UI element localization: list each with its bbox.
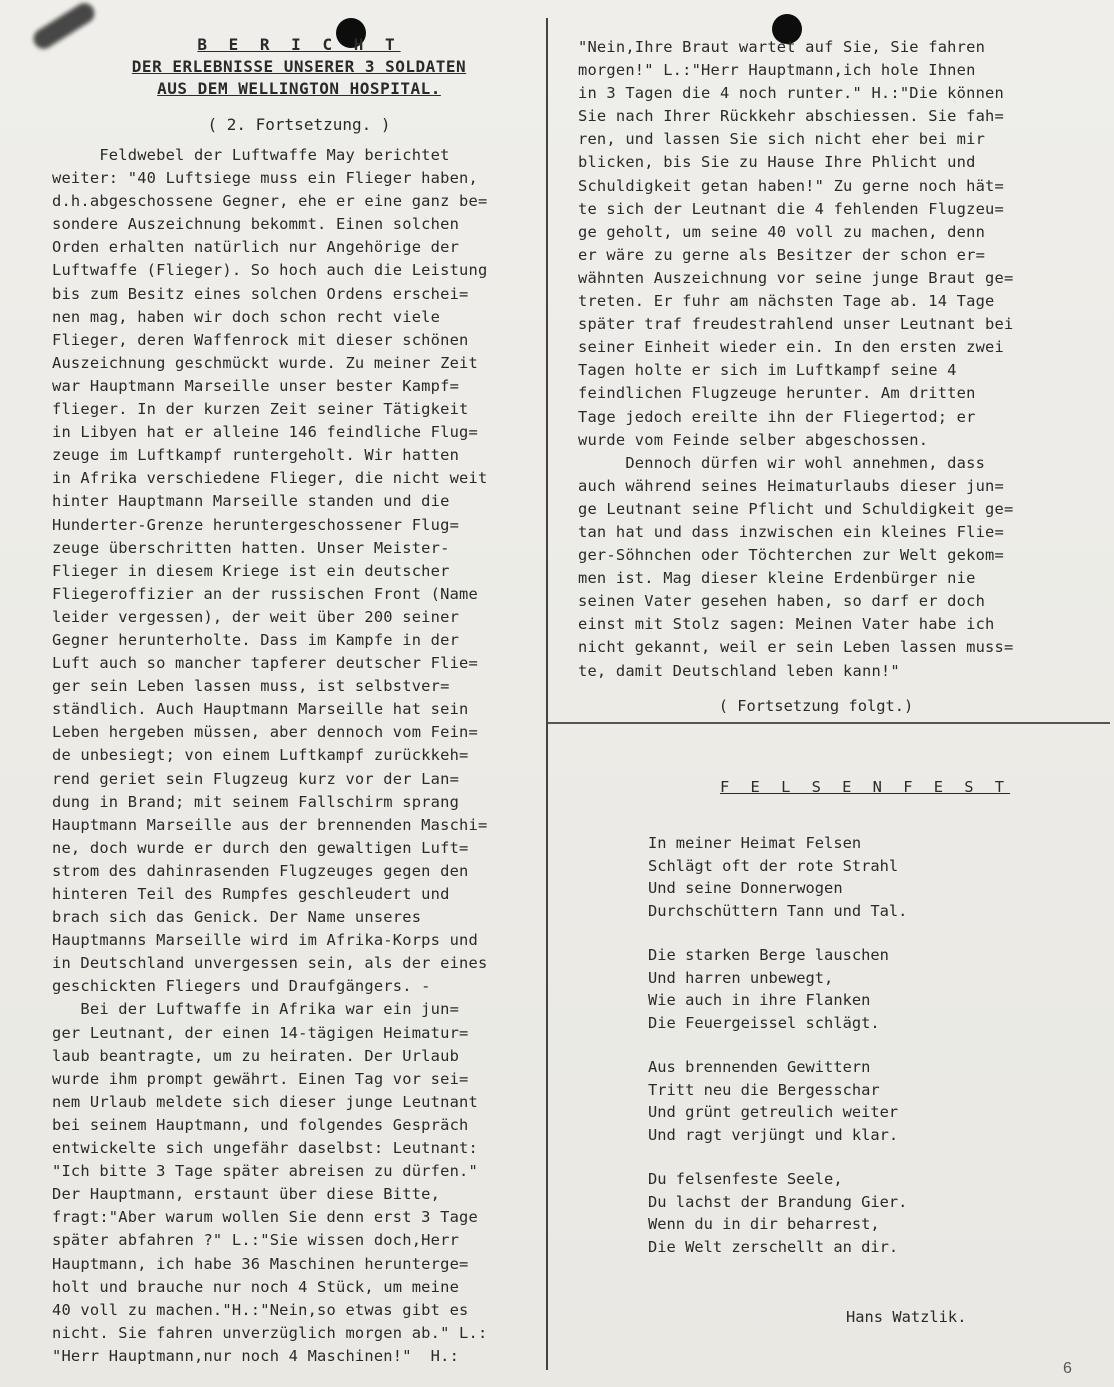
text-line: nicht gekannt, weil er sein Leben lassen muss= [578,638,1014,657]
text-line: blicken, bis Sie zu Hause Ihre Phlicht und [578,153,976,172]
continuation-note: ( Fortsetzung folgt.) [718,696,914,715]
poem-line: Und grünt getreulich weiter [648,1103,899,1121]
text-line: auch während seines Heimaturlaubs dieser jun= [578,476,1004,495]
text-line: Orden erhalten natürlich nur Angehörige der [52,238,460,257]
text-line: Fliegeroffizier an der russischen Front (Name [52,584,478,603]
article-title: B E R I C H T [197,35,401,54]
text-line: wurde ihm prompt gewährt. Einen Tag vor sei= [52,1069,469,1088]
text-line: rend geriet sein Flugzeug kurz vor der Lan= [52,769,460,788]
text-line: seinen Vater gesehen haben, so darf er doch [578,592,986,611]
text-line: in Libyen hat er alleine 146 feindliche Flug= [52,423,478,442]
text-line: ständlich. Auch Hauptmann Marseille hat sein [52,700,469,719]
text-line: te sich der Leutnant die 4 fehlenden Flugzeu= [578,199,1004,218]
text-line: brach sich das Genick. Der Name unseres [52,908,422,927]
poem-line: Schlägt oft der rote Strahl [648,856,899,875]
poem-body [648,832,907,1280]
text-line: "Ich bitte 3 Tage später abreisen zu dürfen." [52,1162,478,1181]
poem-line: Tritt neu die Bergesschar [648,1080,880,1099]
text-line: te, damit Deutschland leben kann!" [578,661,900,680]
text-line: Sie nach Ihrer Rückkehr abschiessen. Sie fah= [578,107,1004,126]
text-line: Feldwebel der Luftwaffe May berichtet [52,146,450,164]
text-line: war Hauptmann Marseille unser bester Kampf= [52,376,460,395]
text-line: bis zum Besitz eines solchen Ordens erschei= [52,284,469,303]
text-line: tan hat und dass inzwischen ein kleines Flie= [578,522,1004,541]
text-line: Hunderter-Grenze heruntergeschossener Flug= [52,515,460,534]
text-line: d.h.abgeschossene Gegner, ehe er eine ganz be= [52,192,488,211]
poem-stanza [648,944,907,1034]
text-line: Luft auch so mancher tapferer deutscher Flie= [52,654,478,673]
poem-line: Wenn du in dir beharrest, [648,1215,880,1233]
text-line: hinter Hauptmann Marseille standen und die [52,492,450,511]
text-line: ger Leutnant, der einen 14-tägigen Heimatur= [52,1023,469,1042]
text-line: flieger. In der kurzen Zeit seiner Tätigkeit [52,400,469,419]
poem-line: Durchschüttern Tann und Tal. [648,901,908,920]
article-body-right [578,36,1104,683]
text-line: 40 voll zu machen."H.:"Nein,so etwas gibt es [52,1300,469,1319]
poem-author: Hans Watzlik. [846,1308,967,1326]
text-line: laub beantragte, um zu heiraten. Der Urlaub [52,1046,460,1065]
text-line: einst mit Stolz sagen: Meinen Vater habe ich [578,615,995,634]
text-line: Hauptmann Marseille aus der brennenden Maschi= [52,815,488,834]
text-line: hinteren Teil des Rumpfes geschleudert und [52,885,450,903]
article-body-left [52,144,546,1368]
poem-line: Aus brennenden Gewittern [648,1058,871,1076]
text-line: men ist. Mag dieser kleine Erdenbürger nie [578,569,976,588]
text-line: nen mag, haben wir doch schon recht viele [52,307,441,326]
poem-line: Die Feuergeissel schlägt. [648,1013,880,1032]
text-line: Hauptmanns Marseille wird im Afrika-Korps und [52,931,478,950]
text-line: de unbesiegt; von einem Luftkampf zurückkeh= [52,746,469,765]
poem-line: Die Welt zerschellt an dir. [648,1237,899,1256]
text-line: später abfahren ?" L.:"Sie wissen doch,Herr [52,1231,460,1250]
article-title-line3: AUS DEM WELLINGTON HOSPITAL. [157,79,441,98]
text-line: leider vergessen), der weit über 200 seiner [52,607,460,626]
text-line: seiner Einheit wieder ein. In den ersten zwei [578,338,1004,357]
text-line: wurde vom Feinde selber abgeschossen. [578,430,929,449]
text-line: "Nein,Ihre Braut wartet auf Sie, Sie fahren [578,38,986,56]
text-line: sondere Auszeichnung bekommt. Einen solchen [52,215,460,234]
text-line: morgen!" L.:"Herr Hauptmann,ich hole Ihnen [578,61,976,80]
text-line: ren, und lassen Sie sich nicht eher bei mir [578,130,986,149]
text-line: später traf freudestrahlend unser Leutnant bei [578,315,1014,334]
poem-stanza [648,1168,907,1258]
column-divider [546,18,548,1370]
text-line: dung in Brand; mit seinem Fallschirm sprang [52,792,460,811]
poem-line: Die starken Berge lauschen [648,946,889,964]
poem-stanza [648,832,907,922]
poem-line: Wie auch in ihre Flanken [648,991,871,1009]
text-line: bei seinem Hauptmann, und folgendes Gespräch [52,1115,469,1134]
text-line: in 3 Tagen die 4 noch runter." H.:"Die können [578,84,1004,103]
article-title-line2: DER ERLEBNISSE UNSERER 3 SOLDATEN [131,57,467,76]
text-line: Gegner herunterholte. Dass im Kampfe in der [52,630,460,649]
text-line: Tage jedoch ereilte ihn der Fliegertod; er [578,407,976,426]
text-line: Auszeichnung geschmückt wurde. Zu meiner Zeit [52,353,478,372]
poem-line: Du lachst der Brandung Gier. [648,1192,908,1211]
page-number: 6 [1063,1360,1072,1377]
text-line: in Afrika verschiedene Flieger, die nicht weit [52,469,488,488]
text-line: holt und brauche nur noch 4 Stück, um meine [52,1277,460,1296]
text-line: Flieger, deren Waffenrock mit dieser schönen [52,330,469,349]
text-line: Bei der Luftwaffe in Afrika war ein jun= [52,1000,460,1019]
text-line: Schuldigkeit getan haben!" Zu gerne noch hät= [578,176,1004,195]
article-subtitle: ( 2. Fortsetzung. ) [207,115,391,134]
text-line: weiter: "40 Luftsiege muss ein Flieger haben, [52,169,478,188]
section-divider [548,722,1110,724]
text-line: Dennoch dürfen wir wohl annehmen, dass [578,453,986,472]
text-line: entwickelte sich ungefähr daselbst: Leutnant: [52,1139,478,1158]
poem-line: Und harren unbewegt, [648,968,834,987]
text-line: strom des dahinrasenden Flugzeuges gegen den [52,861,469,880]
poem-line: In meiner Heimat Felsen [648,834,862,852]
text-line: Tagen holte er sich im Luftkampf seine 4 [578,361,957,380]
text-line: zeuge überschritten hatten. Unser Meister- [52,538,450,557]
poem-title: F E L S E N F E S T [720,778,1011,796]
poem-line: Und seine Donnerwogen [648,879,843,897]
text-line: Luftwaffe (Flieger). So hoch auch die Leistung [52,261,488,280]
text-line: Der Hauptmann, erstaunt über diese Bitte, [52,1185,441,1204]
text-line: feindlichen Flugzeuge herunter. Am dritten [578,384,976,403]
text-line: ge geholt, um seine 40 voll zu machen, denn [578,222,986,241]
text-line: Leben hergeben müssen, aber dennoch vom Fein= [52,723,478,742]
text-line: ger sein Leben lassen muss, ist selbstver= [52,677,450,696]
text-line: Flieger in diesem Kriege ist ein deutscher [52,561,450,580]
text-line: nem Urlaub meldete sich dieser junge Leutnant [52,1092,478,1111]
text-line: wähnten Auszeichnung vor seine junge Braut ge= [578,268,1014,287]
right-column [578,36,1104,718]
text-line: treten. Er fuhr am nächsten Tage ab. 14 Tage [578,292,995,311]
text-line: er wäre zu gerne als Besitzer der schon er= [578,245,986,264]
text-line: fragt:"Aber warum wollen Sie denn erst 3 Tage [52,1208,478,1227]
text-line: in Deutschland unvergessen sein, als der eines [52,954,488,973]
left-column [52,34,546,1368]
poem-line: Und ragt verjüngt und klar. [648,1125,899,1144]
text-line: nicht. Sie fahren unverzüglich morgen ab." L.: [52,1323,488,1342]
text-line: ge Leutnant seine Pflicht und Schuldigkeit ge= [578,499,1014,518]
poem-line: Du felsenfeste Seele, [648,1170,843,1188]
text-line: Hauptmann, ich habe 36 Maschinen herunterge= [52,1254,469,1273]
text-line: zeuge im Luftkampf runtergeholt. Wir hatten [52,446,460,465]
poem-stanza [648,1056,907,1146]
text-line: ger-Söhnchen oder Töchterchen zur Welt gekom= [578,546,1004,565]
text-line: geschickten Fliegers und Draufgängers. - [52,977,431,996]
text-line: ne, doch wurde er durch den gewaltigen Luft= [52,838,469,857]
text-line: "Herr Hauptmann,nur noch 4 Maschinen!" H.: [52,1346,460,1365]
